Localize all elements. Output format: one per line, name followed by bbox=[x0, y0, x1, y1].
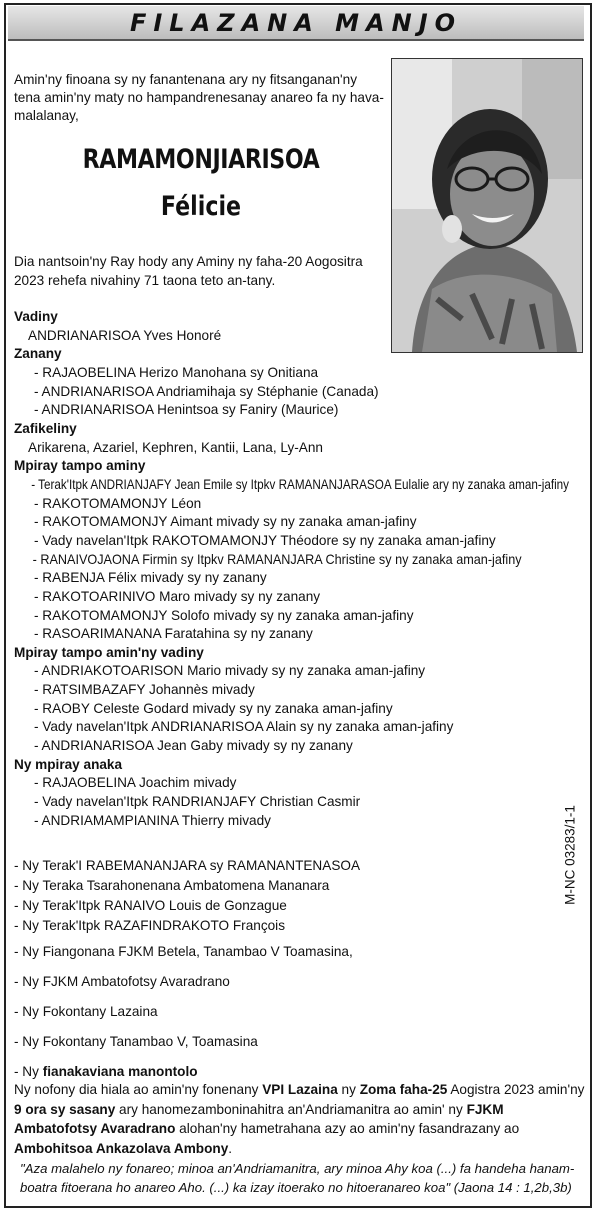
family-member: - RABENJA Félix mivady sy ny zanany bbox=[34, 570, 267, 586]
family-member: - RAKOTOMAMONJY Léon bbox=[34, 495, 202, 511]
funeral-burial: Ambohitsoa Ankazolava Ambony bbox=[14, 1140, 229, 1156]
family-section-heading: Mpiray tampo aminy bbox=[14, 458, 146, 474]
organization-line: - Ny Fokontany Lazaina bbox=[14, 1004, 158, 1019]
family-member: - ANDRIANARISOA Andriamihaja sy Stéphanie (Canada) bbox=[34, 383, 379, 399]
deceased-surname: RAMAMONJIARISOA bbox=[82, 144, 320, 175]
deceased-firstname: Félicie bbox=[160, 191, 242, 222]
funeral-time: 9 ora sy sasany bbox=[14, 1101, 116, 1117]
relative-line: - Ny Terak'Itpk RAZAFINDRAKOTO François bbox=[14, 918, 285, 933]
family-section-heading: Mpiray tampo amin'ny vadiny bbox=[14, 644, 204, 660]
family-section-heading: Ny mpiray anaka bbox=[14, 756, 123, 772]
relatives-list bbox=[14, 856, 554, 936]
family-list bbox=[14, 308, 584, 830]
family-member: - Terak'Itpk ANDRIANJAFY Jean Emile sy Itpkv RAMANANJARASOA Eulalie ary ny zanaka aman-jafiny bbox=[31, 476, 570, 492]
family-section-heading: Zanany bbox=[14, 346, 62, 362]
family-member: - Vady navelan'Itpk RAKOTOMAMONJY Théodore sy ny zanaka aman-jafiny bbox=[34, 532, 496, 548]
funeral-text-3: Aogistra 2023 amin'ny bbox=[447, 1082, 585, 1097]
family-section-heading: Zafikeliny bbox=[14, 420, 77, 436]
relative-line: - Ny Terak'Itpk RANAIVO Louis de Gonzague bbox=[14, 898, 287, 913]
family-member: - RAJAOBELINA Herizo Manohana sy Onitiana bbox=[34, 364, 319, 380]
family-member: - RANAIVOJAONA Firmin sy Itpkv RAMANANJARA Christine sy ny zanaka aman-jafiny bbox=[32, 551, 522, 567]
family-section-heading: Vadiny bbox=[14, 309, 58, 324]
family-member: Arikarena, Azariel, Kephren, Kantii, Lana, Ly-Ann bbox=[28, 439, 323, 455]
relatives-and-organizations bbox=[14, 856, 554, 1082]
family-member: - RAKOTOMAMONJY Solofo mivady sy ny zanaka aman-jafiny bbox=[34, 607, 414, 623]
funeral-text-4: ary hanomezamboninahitra an'Andriamanitra ao amin' ny bbox=[115, 1101, 467, 1117]
death-notice: Dia nantsoin'ny Ray hody any Aminy ny faha-20 Aogositra 2023 rehefa nivahiny 71 taona teto an-tany. bbox=[14, 254, 363, 288]
reference-code-text: M-NC 03283/1-1 bbox=[562, 805, 578, 905]
family-all-bold: fianakaviana manontolo bbox=[42, 1064, 198, 1079]
reference-code bbox=[560, 800, 580, 910]
funeral-text-5: alohan'ny hametrahana azy ao amin'ny fasandrazany ao bbox=[175, 1121, 520, 1136]
funeral-text-1: Ny nofony dia hiala ao amin'ny fonenany bbox=[14, 1082, 263, 1097]
family-member: - RAKOTOARINIVO Maro mivady sy ny zanany bbox=[34, 588, 321, 604]
family-member: - Vady navelan'Itpk RANDRIANJAFY Christian Casmir bbox=[34, 794, 361, 810]
organization-line: - Ny Fiangonana FJKM Betela, Tanambao V Toamasina, bbox=[14, 944, 353, 959]
funeral-text-2: ny bbox=[337, 1082, 360, 1097]
family-member: - ANDRIANARISOA Jean Gaby mivady sy ny zanany bbox=[34, 738, 353, 754]
family-member: - RAOBY Celeste Godard mivady sy ny zanaka aman-jafiny bbox=[34, 700, 393, 716]
relative-line: - Ny Teraka Tsarahonenana Ambatomena Mananara bbox=[14, 878, 330, 893]
intro-paragraph: Amin'ny finoana sy ny fanantenana ary ny fitsanganan'ny tena amin'ny maty no hampandrenesanay anareo fa ny hava-malalanay, bbox=[14, 72, 384, 123]
family-all-line bbox=[14, 1062, 554, 1082]
funeral-paragraph bbox=[14, 1080, 586, 1158]
organization-line: - Ny FJKM Ambatofotsy Avaradrano bbox=[14, 974, 230, 989]
bible-quote: "Aza malahelo ny fonareo; minoa an'Andriamanitra, ary minoa Ahy koa (...) fa handeha hanam-boatra fitoerana ho anareo Aho. (...) ka izay itoerako no hitoeranareo koa" (Jaona 14 : 1,2b,3b) bbox=[20, 1161, 575, 1195]
notice-header bbox=[8, 6, 584, 41]
funeral-place: VPI Lazaina bbox=[262, 1082, 338, 1097]
family-all-prefix: - Ny bbox=[14, 1064, 43, 1079]
organization-line: - Ny Fokontany Tanambao V, Toamasina bbox=[14, 1034, 258, 1049]
family-member: - RASOARIMANANA Faratahina sy ny zanany bbox=[34, 626, 313, 642]
family-member: - RAJAOBELINA Joachim mivady bbox=[34, 775, 237, 791]
family-member: - ANDRIAMAMPIANINA Thierry mivady bbox=[34, 812, 271, 828]
funeral-church: FJKM Ambatofotsy Avaradrano bbox=[14, 1101, 504, 1136]
family-member: - ANDRIAKOTOARISON Mario mivady sy ny zanaka aman-jafiny bbox=[34, 663, 426, 679]
funeral-text-6: . bbox=[228, 1140, 233, 1156]
organizations-list bbox=[14, 942, 554, 1052]
family-member: ANDRIANARISOA Yves Honoré bbox=[28, 327, 222, 343]
funeral-date: Zoma faha-25 bbox=[359, 1082, 448, 1097]
family-member: - RAKOTOMAMONJY Aimant mivady sy ny zanaka aman-jafiny bbox=[34, 514, 417, 530]
family-member: - Vady navelan'Itpk ANDRIANARISOA Alain sy ny zanaka aman-jafiny bbox=[34, 719, 454, 735]
family-member: - ANDRIANARISOA Henintsoa sy Faniry (Maurice) bbox=[34, 402, 339, 418]
family-member: - RATSIMBAZAFY Johannès mivady bbox=[34, 682, 255, 698]
notice-title: FILAZANA MANJO bbox=[129, 8, 463, 37]
relative-line: - Ny Terak'I RABEMANANJARA sy RAMANANTENASOA bbox=[14, 858, 361, 873]
